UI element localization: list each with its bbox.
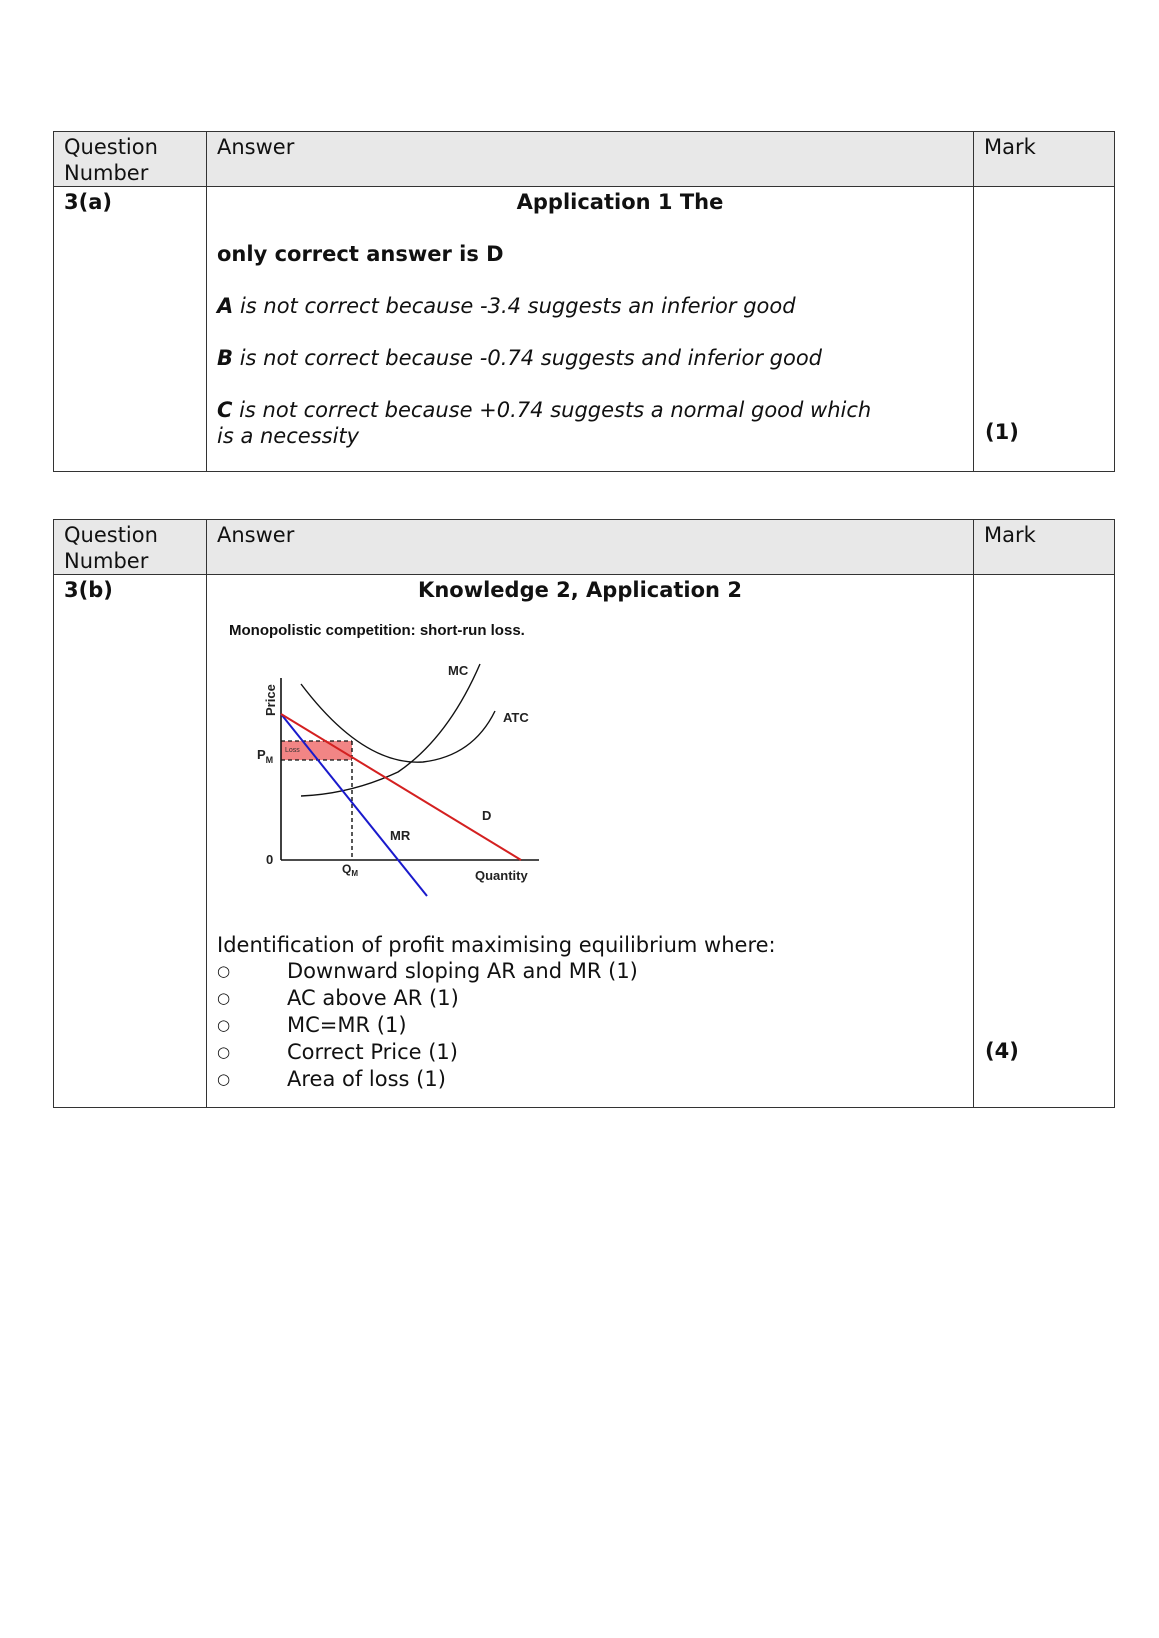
explanation-c-continued: is a necessity bbox=[217, 424, 360, 448]
qm-label: $Q_M$ bbox=[342, 862, 359, 878]
header-mark: Mark bbox=[974, 132, 1115, 187]
mark-scheme-table-3a bbox=[53, 131, 1115, 472]
header-mark: Mark bbox=[974, 520, 1115, 575]
answer-cell bbox=[207, 575, 974, 1108]
quantity-axis-label: Quantity bbox=[475, 868, 528, 883]
bullet-icon: ○ bbox=[217, 1043, 231, 1061]
question-number: 3(a) bbox=[64, 190, 112, 214]
bullet-icon: ○ bbox=[217, 989, 231, 1007]
header-answer: Answer bbox=[207, 132, 974, 187]
list-item: ○ Area of loss (1) bbox=[217, 1067, 446, 1091]
question-number-cell bbox=[54, 575, 207, 1108]
identification-intro: Identification of profit maximising equilibrium where: bbox=[217, 933, 776, 957]
header-row bbox=[54, 520, 1115, 575]
atc-label: ATC bbox=[503, 710, 529, 725]
list-item: ○ AC above AR (1) bbox=[217, 986, 459, 1010]
question-number-cell bbox=[54, 187, 207, 472]
explanation-c: C is not correct because +0.74 suggests a normal good which bbox=[217, 398, 872, 422]
criteria-list bbox=[207, 958, 973, 1093]
explanation-b: B is not correct because -0.74 suggests and inferior good bbox=[217, 346, 823, 370]
answer-heading: Knowledge 2, Application 2 bbox=[418, 578, 742, 602]
header-answer: Answer bbox=[207, 520, 974, 575]
pm-label: $P_M$ bbox=[257, 747, 274, 765]
demand-label: D bbox=[482, 808, 492, 823]
monopolistic-competition-diagram bbox=[223, 616, 603, 901]
mc-label: MC bbox=[448, 663, 469, 678]
explanation-a: A is not correct because -3.4 suggests an inferior good bbox=[217, 294, 796, 318]
bullet-icon: ○ bbox=[217, 962, 231, 980]
mc-curve bbox=[301, 664, 480, 796]
mr-label: MR bbox=[390, 828, 411, 843]
header-row bbox=[54, 132, 1115, 187]
list-item: ○ MC=MR (1) bbox=[217, 1013, 407, 1037]
mark-scheme-table-3b bbox=[53, 519, 1115, 1108]
list-item: ○ Downward sloping AR and MR (1) bbox=[217, 959, 638, 983]
price-axis-label: Price bbox=[263, 684, 278, 716]
answer-heading: Application 1 The bbox=[516, 190, 724, 214]
mark-value: (4) bbox=[985, 1039, 1019, 1063]
mark-cell bbox=[974, 187, 1115, 472]
question-number: 3(b) bbox=[64, 578, 113, 602]
answer-row bbox=[54, 187, 1115, 472]
mark-value: (1) bbox=[985, 420, 1019, 444]
bullet-icon: ○ bbox=[217, 1016, 231, 1034]
header-question-number: Question Number bbox=[54, 132, 207, 187]
mark-cell bbox=[974, 575, 1115, 1108]
origin-label: 0 bbox=[266, 852, 274, 867]
loss-label: Loss bbox=[285, 747, 300, 754]
list-item: ○ Correct Price (1) bbox=[217, 1040, 458, 1064]
answer-cell bbox=[207, 187, 974, 472]
bullet-icon: ○ bbox=[217, 1070, 231, 1088]
diagram-title: Monopolistic competition: short-run loss. bbox=[229, 622, 525, 639]
answer-row bbox=[54, 575, 1115, 1108]
header-question-number: Question Number bbox=[54, 520, 207, 575]
correct-answer-line: only correct answer is D bbox=[217, 242, 504, 266]
